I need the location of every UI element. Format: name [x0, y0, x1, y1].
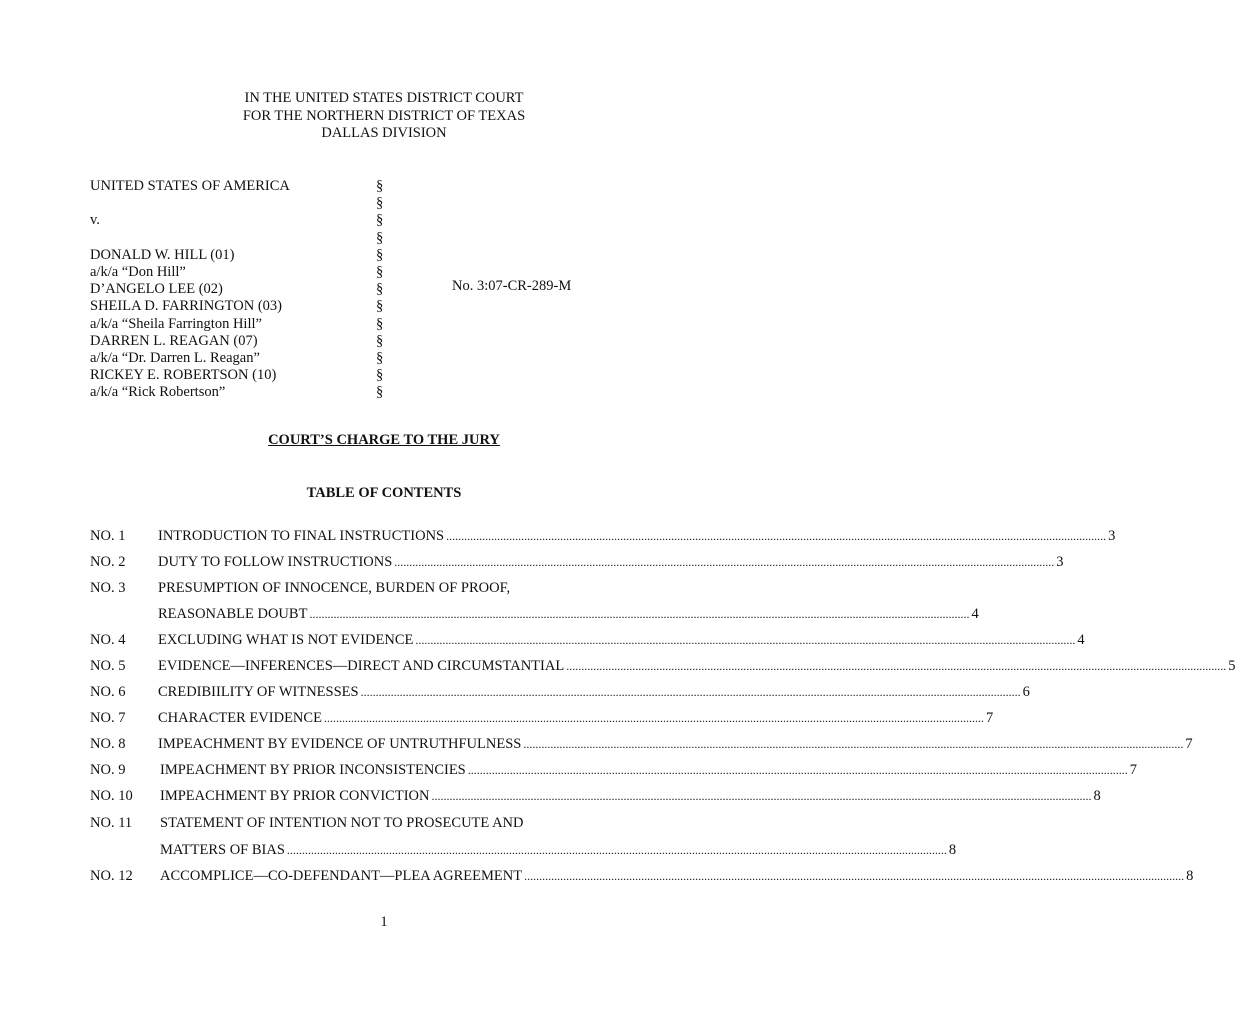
toc-entry: [90, 528, 1116, 548]
toc-entry: [90, 868, 1194, 888]
toc-entry-body: [158, 684, 1030, 701]
toc-entry-title: CREDIBIILITY OF WITNESSES: [158, 684, 359, 700]
toc-title: TABLE OF CONTENTS: [306, 485, 462, 501]
toc-entry-page: 4: [1077, 632, 1085, 648]
caption-line: a/k/a “Sheila Farrington Hill”: [90, 315, 262, 332]
caption-line: a/k/a “Rick Robertson”: [90, 384, 226, 401]
toc-entry-title: EVIDENCE—INFERENCES—DIRECT AND CIRCUMSTANTIAL: [158, 658, 565, 674]
toc-entry-title: IMPEACHMENT BY PRIOR INCONSISTENCIES: [160, 762, 466, 778]
toc-entry-title: PRESUMPTION OF INNOCENCE, BURDEN OF PROOF,: [158, 580, 511, 596]
section-symbol: §: [376, 212, 384, 229]
toc-entry: [90, 710, 994, 730]
caption-line: RICKEY E. ROBERTSON (10): [90, 367, 277, 384]
toc-entry-page: 7: [1185, 736, 1193, 752]
toc-entry-body: [158, 658, 1235, 675]
section-symbol: §: [376, 367, 384, 384]
caption-line: UNITED STATES OF AMERICA: [90, 178, 290, 194]
toc-entry-number: NO. 9: [90, 762, 126, 778]
toc-entry-title: IMPEACHMENT BY EVIDENCE OF UNTRUTHFULNESS: [158, 736, 522, 752]
toc-entry-body: [160, 788, 1101, 805]
toc-dot-leader: ............................................................................................................................................................................................................................: [286, 843, 947, 857]
toc-dot-leader: ............................................................................................................................................................................................................................: [446, 529, 1107, 543]
caption-line: DARREN L. REAGAN (07): [90, 332, 258, 349]
toc-entry: [90, 580, 678, 600]
toc-dot-leader: ............................................................................................................................................................................................................................: [360, 685, 1021, 699]
toc-entry-title: IMPEACHMENT BY PRIOR CONVICTION: [160, 788, 430, 804]
toc-entry: [90, 762, 1137, 782]
toc-entry-number: NO. 6: [90, 684, 126, 700]
section-symbol: §: [376, 229, 384, 246]
toc-entry: [90, 658, 1235, 678]
page-number: 1: [380, 914, 388, 930]
caption-line: DONALD W. HILL (01): [90, 246, 235, 263]
toc-entry-body: [158, 736, 1193, 753]
caption-line: D’ANGELO LEE (02): [90, 281, 223, 298]
toc-entry-number: NO. 4: [90, 632, 126, 648]
toc-entry-page: 4: [971, 606, 979, 622]
toc-entry-page: 3: [1056, 554, 1064, 570]
toc-entry-number: NO. 3: [90, 580, 126, 596]
section-symbol: §: [376, 195, 384, 212]
case-number: No. 3:07-CR-289-M: [452, 278, 572, 294]
toc-entry-number: NO. 12: [90, 868, 133, 884]
toc-dot-leader: ............................................................................................................................................................................................................................: [415, 633, 1076, 647]
caption-line: SHEILA D. FARRINGTON (03): [90, 298, 282, 315]
toc-entry-body: [160, 762, 1137, 779]
toc-dot-leader: ............................................................................................................................................................................................................................: [524, 869, 1185, 883]
toc-entry-page: 7: [985, 710, 994, 726]
toc-entry-page: 8: [1186, 868, 1194, 884]
toc-entry-page: 6: [1022, 684, 1030, 700]
toc-entry-page: 8: [1093, 788, 1101, 804]
toc-entry-page: 5: [1228, 658, 1235, 674]
toc-entry-body: [160, 842, 957, 859]
court-heading-line-2: FOR THE NORTHERN DISTRICT OF TEXAS: [242, 107, 526, 124]
toc-entry-title: STATEMENT OF INTENTION NOT TO PROSECUTE AND: [160, 815, 524, 831]
case-caption: [90, 178, 690, 403]
toc-entry: [90, 736, 1193, 756]
section-symbol: §: [376, 315, 384, 332]
toc-entry-body: [158, 554, 1064, 571]
toc-dot-leader: ............................................................................................................................................................................................................................: [309, 607, 970, 621]
toc-entry-title: EXCLUDING WHAT IS NOT EVIDENCE: [158, 632, 414, 648]
toc-entry-page: 3: [1108, 528, 1116, 544]
toc-entry-number: NO. 5: [90, 658, 126, 674]
section-symbol: §: [376, 384, 384, 401]
toc-entry: [90, 554, 1064, 574]
court-heading-line-1: IN THE UNITED STATES DISTRICT COURT: [244, 90, 524, 106]
toc-entry-body: [160, 815, 678, 832]
toc-entry-body: [160, 868, 1194, 885]
toc-dot-leader: ............................................................................................................................................................................................................................: [467, 763, 1128, 777]
toc-entry-number: NO. 7: [90, 710, 126, 726]
toc-entry-number: NO. 8: [90, 736, 126, 752]
toc-entry: [90, 815, 678, 835]
toc-entry-title: REASONABLE DOUBT: [158, 606, 308, 622]
toc-dot-leader: ............................................................................................................................................................................................................................: [394, 555, 1055, 569]
toc-dot-leader: ............................................................................................................................................................................................................................: [566, 659, 1227, 673]
toc-entry: [90, 842, 957, 862]
toc-entry-number: NO. 10: [90, 788, 133, 804]
toc-entry-body: [158, 580, 678, 597]
section-symbol: §: [376, 246, 384, 263]
toc-entry-title: DUTY TO FOLLOW INSTRUCTIONS: [158, 554, 393, 570]
toc-entry-title: ACCOMPLICE—CO-DEFENDANT—PLEA AGREEMENT: [160, 868, 523, 884]
toc-entry-body: [158, 710, 994, 727]
court-heading-line-3: DALLAS DIVISION: [321, 125, 447, 141]
toc-entry-body: [158, 528, 1116, 545]
toc-dot-leader: ............................................................................................................................................................................................................................: [323, 711, 984, 725]
toc-entry-page: 7: [1129, 762, 1137, 778]
toc-entry: [90, 788, 1101, 808]
toc-dot-leader: ............................................................................................................................................................................................................................: [523, 737, 1184, 751]
section-symbol: §: [376, 332, 384, 349]
toc-entry-body: [158, 632, 1085, 649]
toc-entry-page: 8: [948, 842, 957, 858]
court-heading: [0, 90, 768, 143]
toc-entry-number: NO. 1: [90, 528, 126, 544]
caption-line: v.: [90, 212, 100, 229]
section-symbol: §: [376, 281, 384, 298]
caption-line: a/k/a “Dr. Darren L. Reagan”: [90, 350, 260, 366]
toc-entry-number: NO. 11: [90, 815, 133, 831]
toc-entry-title: INTRODUCTION TO FINAL INSTRUCTIONS: [158, 528, 445, 544]
section-symbol: §: [376, 350, 384, 366]
toc-entry-title: CHARACTER EVIDENCE: [158, 710, 322, 726]
toc-entry: [90, 606, 979, 626]
toc-entry: [90, 684, 1030, 704]
toc-entry-body: [158, 606, 979, 623]
toc-entry-number: NO. 2: [90, 554, 126, 570]
charge-title: COURT’S CHARGE TO THE JURY: [268, 432, 500, 448]
section-symbol: §: [376, 178, 384, 194]
toc-entry-title: MATTERS OF BIAS: [160, 842, 285, 858]
toc-dot-leader: ............................................................................................................................................................................................................................: [431, 789, 1092, 803]
toc-entry: [90, 632, 1085, 652]
caption-line: a/k/a “Don Hill”: [90, 264, 186, 280]
section-symbol: §: [376, 298, 384, 315]
section-symbol: §: [376, 264, 384, 280]
